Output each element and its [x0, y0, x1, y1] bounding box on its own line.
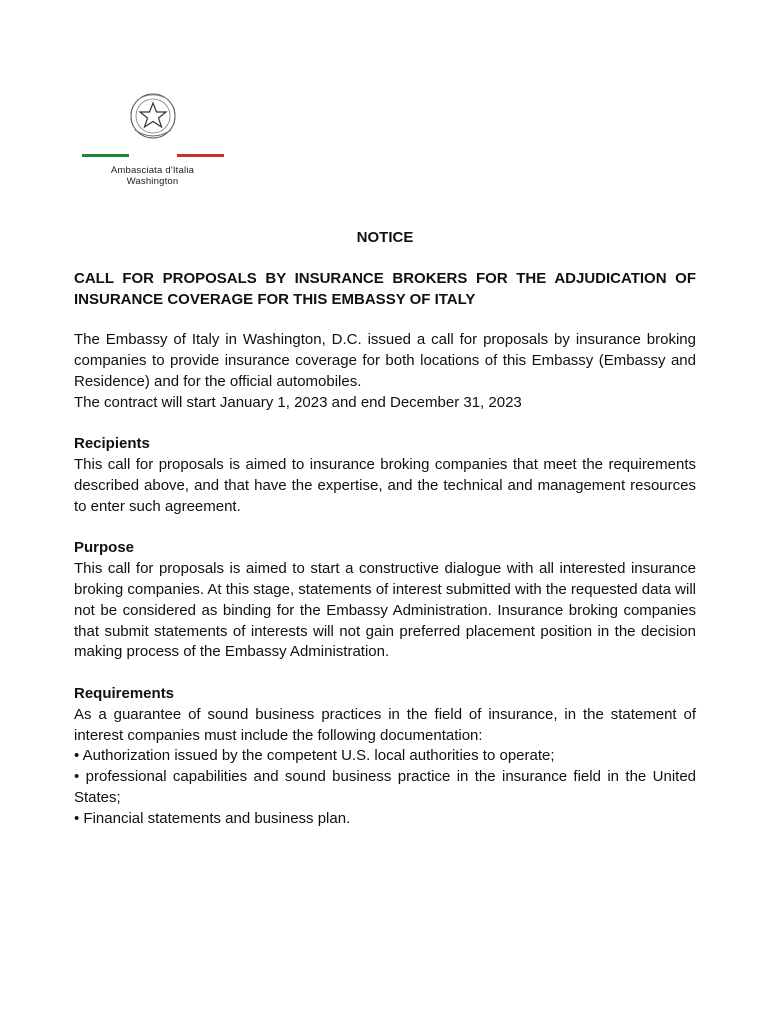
- intro-paragraph: The Embassy of Italy in Washington, D.C. issued a call for proposals by insurance broking companies to provide insurance coverage for both locations of this Embassy (Embassy and Residence) and for the official automobiles.: [74, 331, 696, 390]
- requirement-item: • Authorization issued by the competent U.S. local authorities to operate;: [74, 747, 555, 765]
- requirement-item: • Financial statements and business plan.: [74, 809, 351, 827]
- requirement-item: • professional capabilities and sound business practice in the insurance field in the United States;: [74, 768, 696, 806]
- embassy-line-2: Washington: [126, 176, 179, 187]
- requirements-text: As a guarantee of sound business practices in the field of insurance, in the statement of interest companies must include the following documentation:: [74, 705, 696, 744]
- letterhead: [80, 86, 225, 187]
- italian-emblem-icon: [123, 86, 183, 146]
- flag-white: [129, 154, 176, 157]
- recipients-text: This call for proposals is aimed to insurance broking companies that meet the requirements described above, and that have the expertise, and the technical and management resources to enter such agreement.: [74, 456, 696, 515]
- flag-green: [82, 154, 129, 157]
- document-title: CALL FOR PROPOSALS BY INSURANCE BROKERS FOR THE ADJUDICATION OF INSURANCE COVERAGE FOR THIS EMBASSY OF ITALY: [74, 269, 696, 308]
- purpose-heading: Purpose: [74, 539, 135, 557]
- tricolor-rule: [82, 154, 224, 157]
- recipients-heading: Recipients: [74, 435, 150, 453]
- embassy-name: [80, 165, 225, 187]
- notice-heading: NOTICE: [356, 229, 414, 246]
- embassy-line-1: Ambasciata d'Italia: [110, 165, 195, 176]
- purpose-text: This call for proposals is aimed to start a constructive dialogue with all interested insurance broking companies. At this stage, statements of interest submitted with the requested data will not be considered as binding for the Embassy Administration. Insurance broking companies that submit statements of interests will not gain preferred placement position in the decision making process of the Embassy Administration.: [74, 560, 696, 661]
- contract-dates: The contract will start January 1, 2023 and end December 31, 2023: [74, 393, 522, 411]
- document-body: [74, 228, 696, 830]
- flag-red: [177, 154, 224, 157]
- requirements-heading: Requirements: [74, 684, 175, 702]
